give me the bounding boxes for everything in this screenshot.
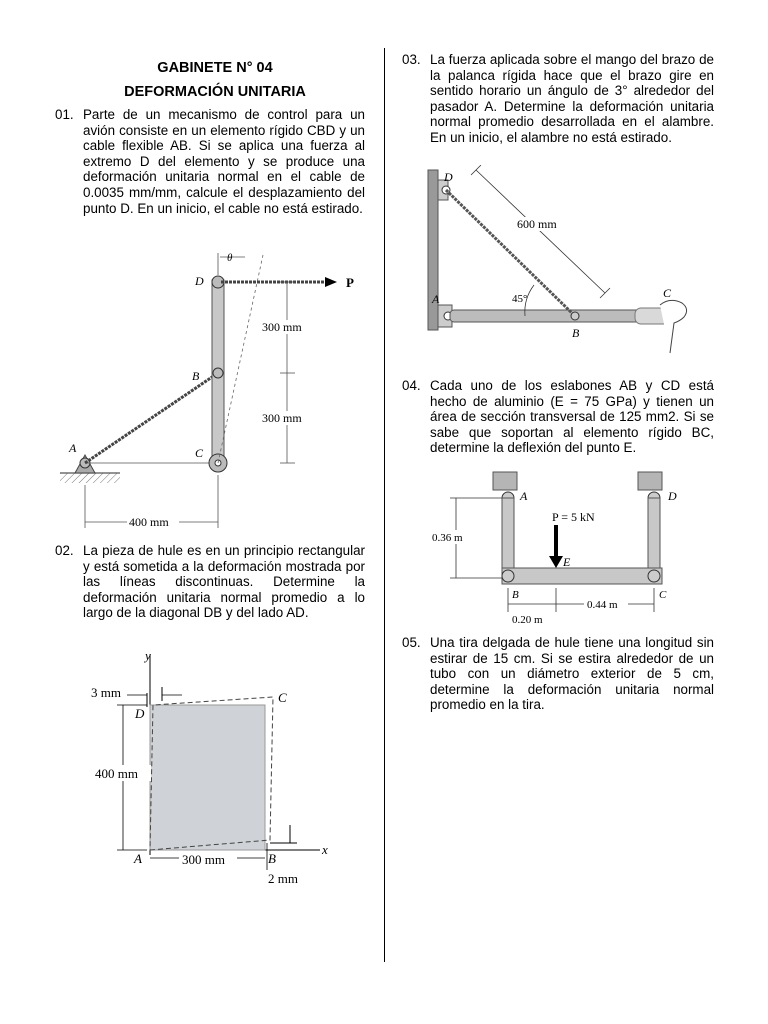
label-b: B <box>192 369 200 383</box>
label-y: y <box>145 648 151 663</box>
dim-be: 0.20 m <box>512 614 543 626</box>
label-x: x <box>322 842 328 857</box>
load-arrow <box>549 556 563 568</box>
label-b: B <box>268 851 276 866</box>
label-p: P <box>346 275 354 290</box>
problem-text: Una tira delgada de hule tiene una longitud sin estirar de 15 cm. Si se estira alrededor de un tubo con un diámetro exterior de 5 cm, determine la deformación unitaria normal promedio en la tira. <box>430 635 714 713</box>
label-c: C <box>663 286 672 300</box>
dim-height: 0.36 m <box>432 532 463 544</box>
problem-number: 03. <box>402 52 421 67</box>
problem-number: 02. <box>55 543 74 558</box>
dim-upper: 300 mm <box>262 320 302 334</box>
label-b: B <box>512 589 519 601</box>
link-ab <box>502 498 514 578</box>
wire-db <box>446 190 575 316</box>
figure-03 <box>420 165 700 375</box>
problem-text: La fuerza aplicada sobre el mango del brazo de la palanca rígida hace que el brazo gire en sentido horario un ángulo de 3° alrededor del pasador A. Determine la deformación unitaria normal promedio desarrollada en el alambre. En un inicio, el alambre no está estirado. <box>430 52 714 145</box>
rigid-beam-bc <box>502 568 662 584</box>
label-d: D <box>195 274 204 288</box>
problem-text: La pieza de hule es en un principio rectangular y está sometida a la deformación mostrada por las líneas discontinuas. Determine la deformación unitaria normal promedio a lo largo de la diagonal DB y del lado AD. <box>83 543 365 621</box>
problem-text: Cada uno de los eslabones AB y CD está hecho de aluminio (E = 75 GPa) y tienen un área de sección transversal de 125 mm2. Si se sabe que soportan al elemento rígido BC, determine la deflexión del punto E. <box>430 378 714 456</box>
figure-04 <box>428 470 698 630</box>
label-a: A <box>432 292 440 306</box>
label-a: A <box>134 851 142 866</box>
dim-lower: 300 mm <box>262 411 302 425</box>
figure-01 <box>55 245 375 535</box>
problem-number: 05. <box>402 635 421 650</box>
page-subtitle: DEFORMACIÓN UNITARIA <box>124 84 306 100</box>
ground-support <box>60 473 120 483</box>
dim-horizontal: 400 mm <box>129 515 169 529</box>
label-e: E <box>563 555 571 569</box>
angle-label: 45° <box>512 293 528 305</box>
lever-arm <box>450 310 640 322</box>
problem-number: 04. <box>402 378 421 393</box>
label-c: C <box>195 446 204 460</box>
label-c: C <box>659 589 667 601</box>
column-divider <box>384 48 385 962</box>
figure-02 <box>85 645 345 890</box>
dim-height: 400 mm <box>95 766 138 781</box>
label-d: D <box>135 706 145 721</box>
label-b: B <box>572 326 580 340</box>
wall <box>428 170 438 330</box>
label-a: A <box>520 489 528 503</box>
label-a: A <box>69 441 77 455</box>
label-d: D <box>668 489 677 503</box>
problem-text: Parte de un mecanismo de control para un avión consiste en un elemento rígido CBD y un cable flexible AB. Si se aplica una fuerza al extremo D del elemento y se produce una deformación unitaria normal en el cable de 0.0035 mm/mm, calcule el desplazamiento del punto D. En un inicio, el cable no está estirado. <box>83 107 365 216</box>
dim-length: 600 mm <box>517 217 557 231</box>
link-cd <box>648 498 660 578</box>
label-theta: θ <box>227 252 233 264</box>
hand-icon <box>660 300 687 353</box>
label-d: D <box>444 170 453 184</box>
rubber-piece <box>150 705 265 850</box>
dim-ec: 0.44 m <box>587 599 618 611</box>
force-arrow-p <box>325 277 337 287</box>
page-title: GABINETE N° 04 <box>157 60 273 76</box>
dim-right-shift: 2 mm <box>268 871 298 886</box>
dim-width: 300 mm <box>182 852 225 867</box>
load-label: P = 5 kN <box>552 510 595 524</box>
label-c: C <box>278 690 287 705</box>
dim-top-shift: 3 mm <box>91 685 121 700</box>
problem-number: 01. <box>55 107 74 122</box>
